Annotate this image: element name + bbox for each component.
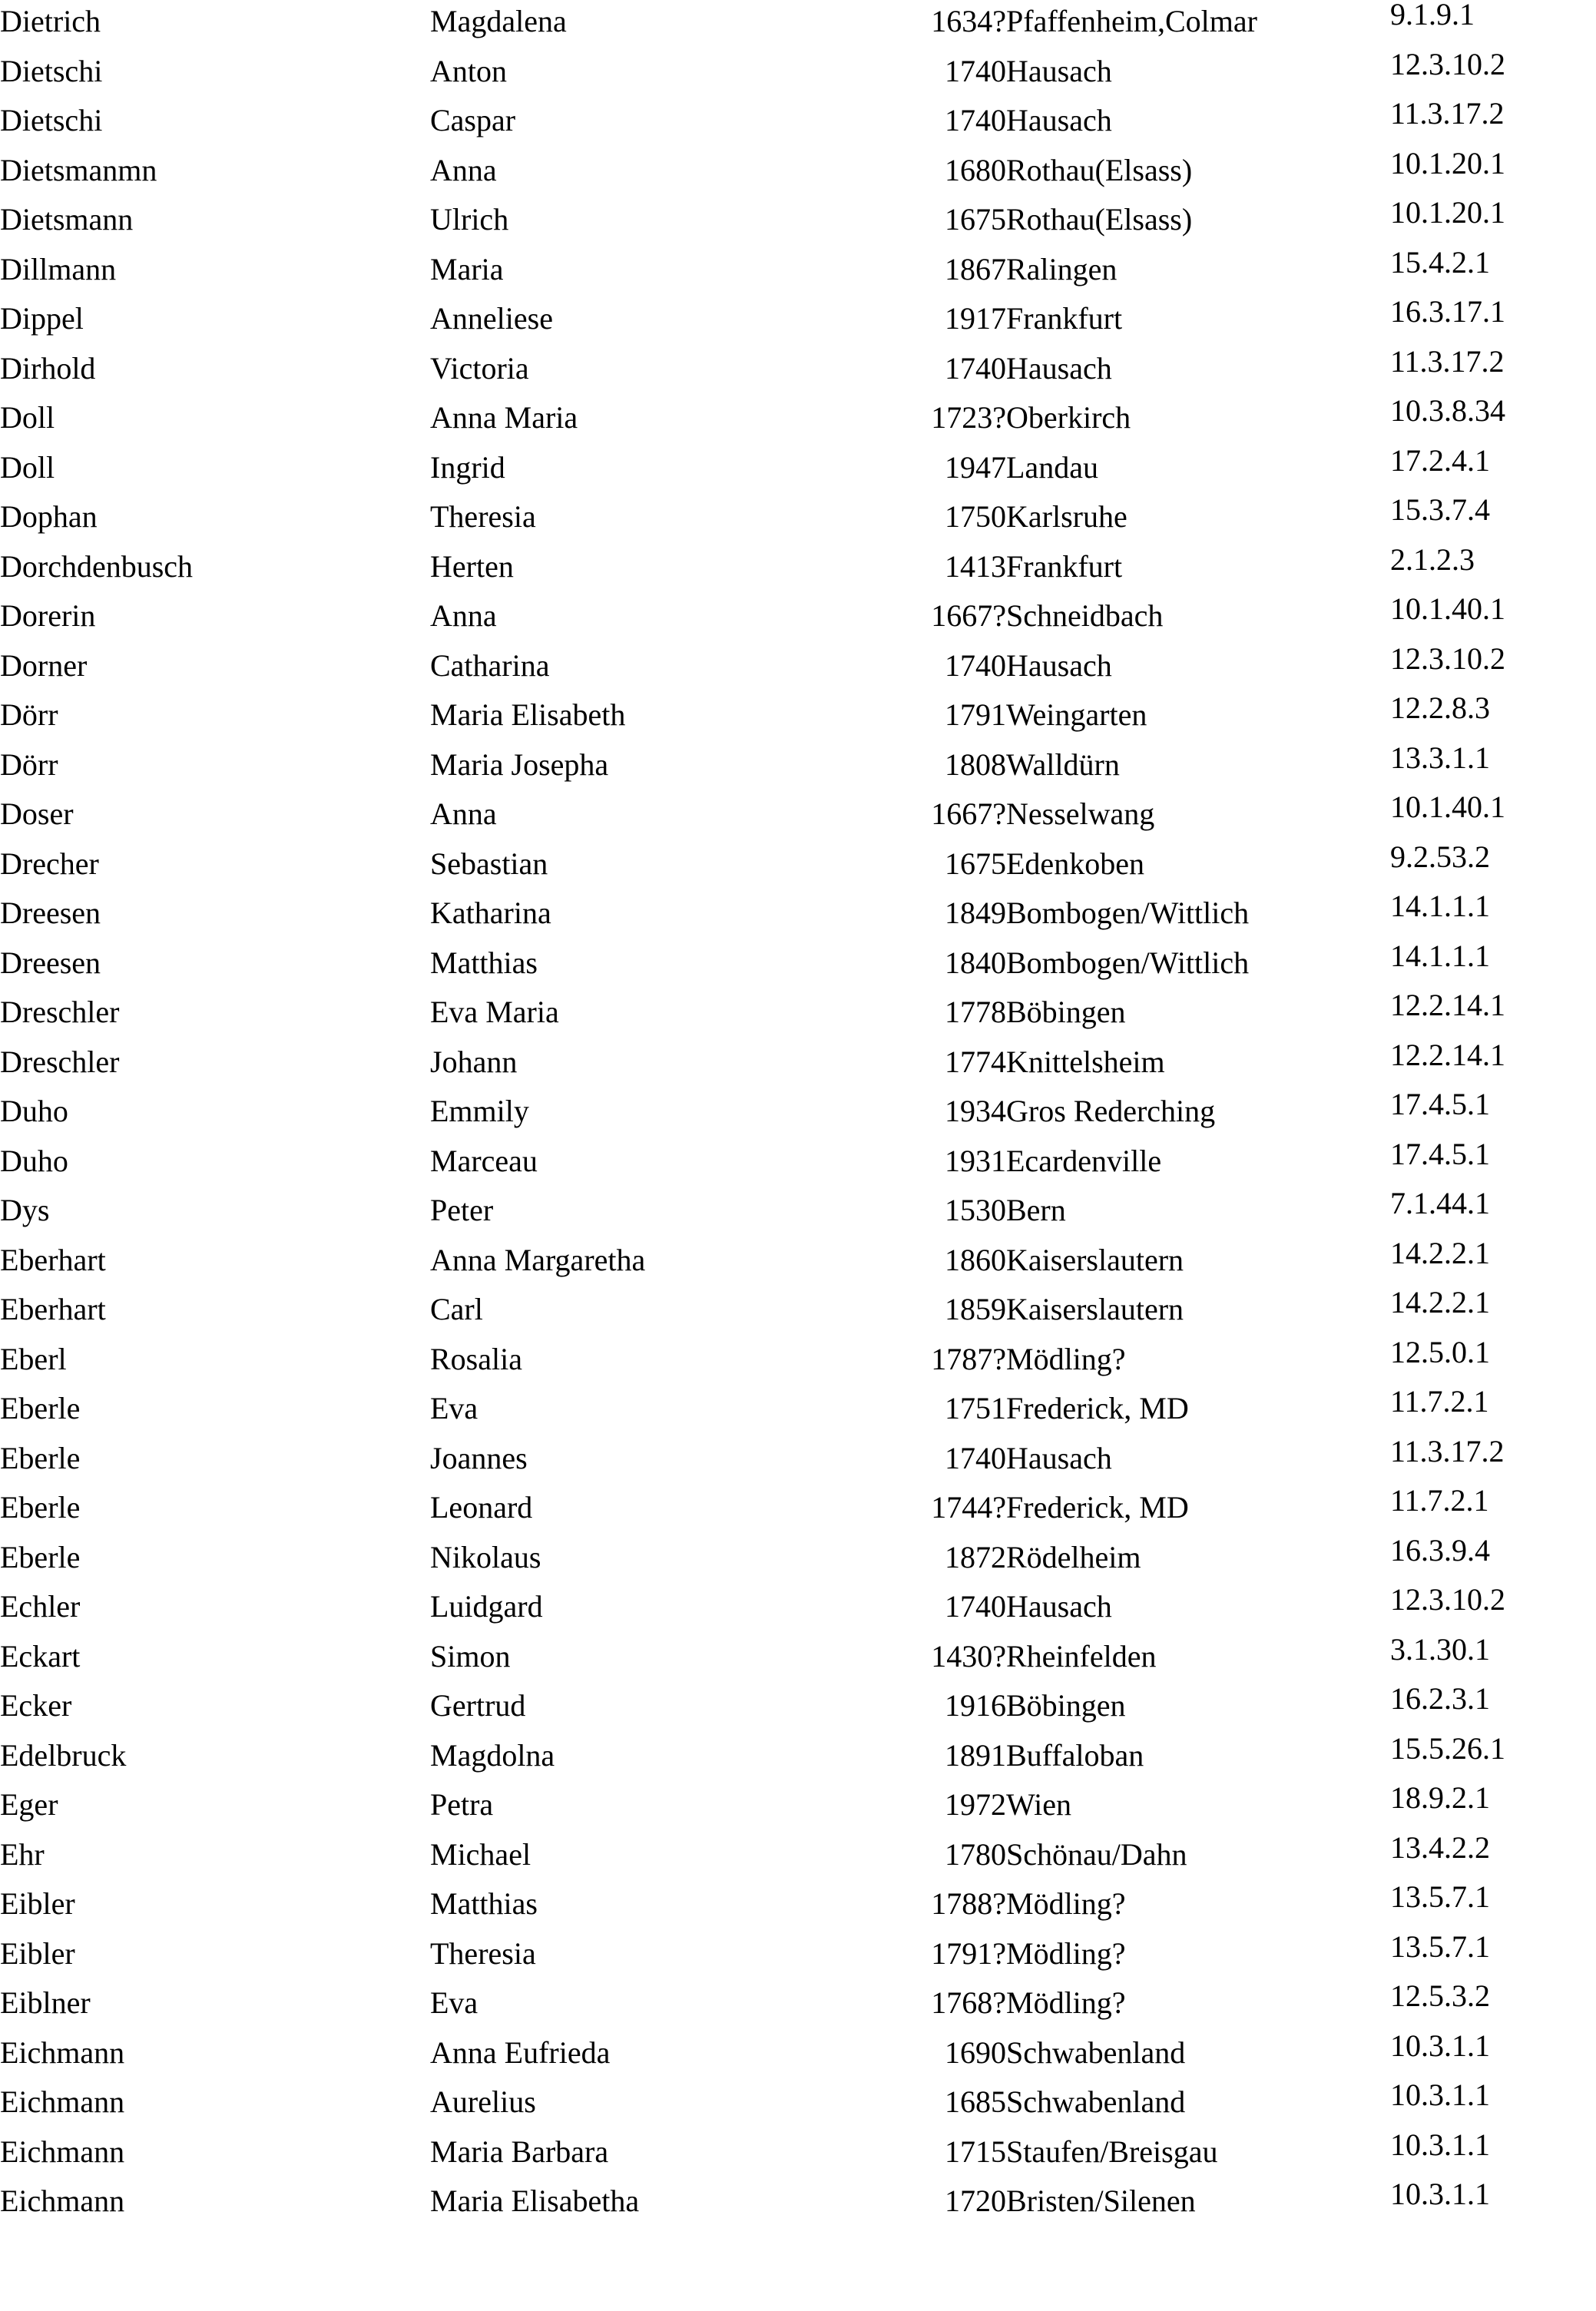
cell-surname: Dorerin [0,598,96,633]
cell-given-name: Carl [430,1292,483,1326]
table-row [0,948,1596,998]
cell-given-name: Petra [430,1787,494,1822]
cell-year: 1685 [945,2084,1006,2119]
cell-code: 14.2.2.1 [1390,1285,1490,1319]
cell-code: 10.1.40.1 [1390,790,1505,824]
cell-code: 9.1.9.1 [1390,0,1475,31]
table-row [0,651,1596,700]
cell-given-name: Sebastian [430,846,548,881]
cell-year: 1675 [945,846,1006,881]
cell-place: Frankfurt [1006,548,1123,584]
cell-year: 1740 [945,103,1006,137]
cell-given-name: Emmily [430,1094,529,1128]
cell-given-name: Katharina [430,896,551,930]
cell-code: 10.3.1.1 [1390,2078,1490,2112]
cell-code: 15.4.2.1 [1390,244,1490,280]
cell-code: 14.1.1.1 [1390,938,1490,973]
cell-surname: Eberl [0,1341,67,1376]
cell-surname: Eberle [0,1440,81,1475]
table-row [0,254,1596,304]
cell-code: 12.3.10.2 [1390,46,1505,81]
cell-given-name: Magdalena [430,4,567,38]
cell-surname: Dreesen [0,896,101,930]
table-row [0,601,1596,651]
cell-given-name: Ingrid [430,449,505,485]
cell-surname: Dietsmann [0,202,134,237]
cell-code: 2.1.2.3 [1390,541,1475,577]
cell-given-name: Anton [430,53,507,88]
table-row [0,1393,1596,1443]
cell-given-name: Nikolaus [430,1539,541,1574]
cell-place: Frankfurt [1006,301,1123,336]
table-row [0,1839,1596,1889]
cell-surname: Echler [0,1589,81,1624]
table-row [0,402,1596,452]
table-row [0,105,1596,155]
cell-given-name: Theresia [430,499,536,534]
cell-place: Buffaloban [1006,1737,1144,1773]
table-row [0,353,1596,403]
cell-code: 12.3.10.2 [1390,1582,1505,1617]
cell-given-name: Anna Margaretha [430,1242,646,1277]
table-row [0,849,1596,899]
cell-year: 1849 [945,896,1006,930]
cell-code: 17.4.5.1 [1390,1087,1490,1121]
cell-given-name: Matthias [430,1886,538,1921]
cell-given-name: Ulrich [430,202,509,237]
cell-place: Schwabenland [1006,2084,1186,2119]
cell-year: 1972 [945,1787,1006,1822]
cell-code: 11.7.2.1 [1390,1483,1489,1518]
table-row [0,6,1596,56]
cell-year: 1859 [945,1292,1006,1326]
cell-place: Bristen/Silenen [1006,2184,1196,2218]
cell-place: Böbingen [1006,1688,1126,1723]
cell-code: 10.1.40.1 [1390,591,1505,626]
cell-given-name: Maria Elisabetha [430,2184,640,2218]
table-row [0,2087,1596,2137]
table-row [0,1988,1596,2038]
cell-year: 1667? [931,598,1006,633]
cell-given-name: Aurelius [430,2084,536,2119]
cell-surname: Dophan [0,499,98,534]
cell-year: 1744? [931,1490,1006,1525]
table-row [0,1492,1596,1542]
table-row [0,1195,1596,1245]
table-row [0,1740,1596,1790]
table-row [0,1294,1596,1344]
cell-code: 11.3.17.2 [1390,1433,1505,1468]
cell-surname: Dörr [0,747,58,782]
cell-surname: Ehr [0,1836,45,1872]
cell-year: 1740 [945,1589,1006,1624]
cell-surname: Doser [0,796,74,831]
cell-year: 1872 [945,1539,1006,1574]
cell-year: 1740 [945,1440,1006,1475]
cell-place: Karlsruhe [1006,499,1127,534]
cell-place: Bombogen/Wittlich [1006,896,1250,930]
cell-year: 1740 [945,350,1006,386]
cell-given-name: Catharina [430,647,550,683]
cell-given-name: Anna Eufrieda [430,2035,611,2070]
table-row [0,1641,1596,1691]
table-row [0,1245,1596,1295]
cell-place: Kaiserslautern [1006,1292,1184,1326]
cell-surname: Eibler [0,1935,75,1971]
cell-code: 12.3.10.2 [1390,641,1505,676]
cell-year: 1778 [945,995,1006,1029]
cell-year: 1768? [931,1985,1006,2020]
cell-surname: Eichmann [0,2084,125,2119]
cell-surname: Eberhart [0,1242,106,1277]
table-row [0,2137,1596,2187]
cell-code: 16.3.9.4 [1390,1532,1490,1568]
table-row [0,997,1596,1047]
cell-given-name: Herten [430,548,514,584]
cell-surname: Duho [0,1094,68,1128]
cell-place: Pfaffenheim,Colmar [1006,4,1257,38]
cell-surname: Eger [0,1787,58,1822]
cell-given-name: Theresia [430,1935,536,1971]
cell-place: Rothau(Elsass) [1006,152,1193,187]
cell-year: 1947 [945,449,1006,485]
cell-place: Schneidbach [1006,598,1164,633]
cell-place: Hausach [1006,350,1112,386]
table-row [0,204,1596,254]
cell-year: 1788? [931,1886,1006,1921]
cell-year: 1780 [945,1836,1006,1872]
table-row [0,898,1596,948]
cell-place: Böbingen [1006,995,1126,1029]
table-row [0,1790,1596,1839]
cell-place: Hausach [1006,1440,1112,1475]
cell-place: Ralingen [1006,251,1118,286]
cell-year: 1740 [945,53,1006,88]
cell-code: 10.3.1.1 [1390,2177,1490,2211]
cell-place: Mödling? [1006,1985,1126,2020]
cell-surname: Dirhold [0,350,96,386]
cell-year: 1740 [945,647,1006,683]
table-row [0,1591,1596,1641]
cell-surname: Doll [0,449,55,485]
cell-code: 7.1.44.1 [1390,1186,1490,1220]
cell-place: Walldürn [1006,747,1120,782]
cell-given-name: Victoria [430,350,529,386]
cell-code: 11.3.17.2 [1390,343,1505,379]
cell-code: 9.2.53.2 [1390,839,1490,874]
cell-code: 10.3.8.34 [1390,393,1505,428]
cell-code: 10.1.20.1 [1390,195,1505,230]
table-row [0,1542,1596,1592]
table-row [0,1690,1596,1740]
cell-code: 17.2.4.1 [1390,442,1490,478]
cell-given-name: Michael [430,1836,531,1872]
cell-year: 1934 [945,1094,1006,1128]
cell-given-name: Marceau [430,1143,538,1178]
table-row [0,452,1596,502]
cell-given-name: Matthias [430,945,538,980]
cell-place: Schönau/Dahn [1006,1836,1187,1872]
cell-given-name: Maria Josepha [430,747,609,782]
cell-place: Knittelsheim [1006,1044,1165,1079]
cell-year: 1690 [945,2035,1006,2070]
table-row [0,1047,1596,1097]
cell-code: 16.3.17.1 [1390,294,1505,329]
cell-place: Ecardenville [1006,1143,1162,1178]
cell-year: 1860 [945,1242,1006,1277]
cell-given-name: Eva [430,1391,478,1425]
cell-surname: Dietschi [0,103,103,137]
cell-year: 1634? [931,4,1006,38]
table-row [0,750,1596,800]
cell-year: 1891 [945,1737,1006,1773]
cell-year: 1931 [945,1143,1006,1178]
cell-code: 13.4.2.2 [1390,1829,1490,1865]
cell-year: 1791? [931,1935,1006,1971]
cell-surname: Dietschi [0,53,103,88]
cell-year: 1667? [931,796,1006,831]
cell-given-name: Caspar [430,103,516,137]
cell-place: Frederick, MD [1006,1490,1189,1525]
table-row [0,551,1596,601]
cell-place: Hausach [1006,103,1112,137]
cell-code: 3.1.30.1 [1390,1631,1490,1667]
cell-surname: Duho [0,1143,68,1178]
table-row [0,2186,1596,2236]
cell-surname: Ecker [0,1688,72,1723]
cell-given-name: Maria Elisabeth [430,697,626,732]
table-row [0,1889,1596,1939]
cell-year: 1675 [945,202,1006,237]
cell-code: 10.1.20.1 [1390,145,1505,180]
cell-surname: Drecher [0,846,99,881]
cell-surname: Eichmann [0,2184,125,2218]
cell-surname: Dreschler [0,1044,120,1079]
cell-code: 13.5.7.1 [1390,1879,1490,1914]
cell-given-name: Anneliese [430,301,553,336]
cell-place: Frederick, MD [1006,1391,1189,1425]
cell-given-name: Anna [430,796,497,831]
cell-code: 10.3.1.1 [1390,2028,1490,2063]
cell-code: 12.2.14.1 [1390,988,1505,1022]
table-row [0,1443,1596,1493]
cell-surname: Eberhart [0,1292,106,1326]
table-row [0,2038,1596,2088]
cell-year: 1840 [945,945,1006,980]
cell-place: Staufen/Breisgau [1006,2134,1218,2169]
cell-given-name: Magdolna [430,1737,555,1773]
cell-given-name: Rosalia [430,1341,522,1376]
cell-given-name: Luidgard [430,1589,543,1624]
cell-code: 15.5.26.1 [1390,1730,1505,1766]
cell-place: Hausach [1006,647,1112,683]
cell-code: 17.4.5.1 [1390,1136,1490,1171]
cell-year: 1530 [945,1193,1006,1227]
cell-year: 1791 [945,697,1006,732]
cell-year: 1723? [931,400,1006,435]
cell-surname: Dietsmanmn [0,152,157,187]
table-row [0,56,1596,106]
cell-given-name: Joannes [430,1440,528,1475]
cell-place: Oberkirch [1006,400,1131,435]
cell-given-name: Eva Maria [430,995,559,1029]
cell-place: Bern [1006,1193,1066,1227]
cell-code: 10.3.1.1 [1390,2127,1490,2162]
table-row [0,303,1596,353]
cell-code: 13.5.7.1 [1390,1929,1490,1964]
cell-year: 1720 [945,2184,1006,2218]
table-row [0,1344,1596,1394]
table-row [0,1096,1596,1146]
cell-place: Edenkoben [1006,846,1144,881]
cell-surname: Dreesen [0,945,101,980]
cell-year: 1751 [945,1391,1006,1425]
cell-year: 1916 [945,1688,1006,1723]
cell-surname: Dillmann [0,251,117,286]
cell-year: 1715 [945,2134,1006,2169]
cell-given-name: Peter [430,1193,494,1227]
cell-place: Schwabenland [1006,2035,1186,2070]
cell-year: 1917 [945,301,1006,336]
cell-place: Hausach [1006,53,1112,88]
cell-code: 12.5.0.1 [1390,1334,1490,1369]
cell-given-name: Leonard [430,1490,533,1525]
table-row [0,1939,1596,1988]
cell-surname: Dorchdenbusch [0,548,194,584]
cell-place: Mödling? [1006,1341,1126,1376]
cell-place: Gros Rederching [1006,1094,1216,1128]
cell-given-name: Anna [430,152,497,187]
cell-surname: Dorner [0,647,88,683]
cell-year: 1413 [945,548,1006,584]
cell-code: 14.1.1.1 [1390,889,1490,923]
table-row [0,700,1596,750]
cell-place: Rheinfelden [1006,1638,1157,1674]
cell-code: 13.3.1.1 [1390,740,1490,775]
cell-surname: Eberle [0,1391,81,1425]
cell-year: 1808 [945,747,1006,782]
cell-place: Kaiserslautern [1006,1242,1184,1277]
cell-surname: Dys [0,1193,50,1227]
cell-code: 18.9.2.1 [1390,1780,1490,1815]
table-row [0,155,1596,205]
cell-given-name: Maria Barbara [430,2134,609,2169]
cell-surname: Eichmann [0,2035,125,2070]
cell-surname: Doll [0,400,55,435]
cell-given-name: Anna [430,598,497,633]
cell-code: 11.7.2.1 [1390,1384,1489,1419]
cell-year: 1430? [931,1638,1006,1674]
cell-surname: Dietrich [0,4,101,38]
cell-place: Landau [1006,449,1098,485]
cell-given-name: Simon [430,1638,511,1674]
cell-given-name: Gertrud [430,1688,526,1723]
cell-place: Bombogen/Wittlich [1006,945,1250,980]
cell-year: 1867 [945,251,1006,286]
cell-code: 15.3.7.4 [1390,492,1490,527]
cell-code: 14.2.2.1 [1390,1235,1490,1270]
cell-surname: Eberle [0,1539,81,1574]
table-row [0,799,1596,849]
cell-given-name: Anna Maria [430,400,578,435]
cell-place: Hausach [1006,1589,1112,1624]
cell-code: 16.2.3.1 [1390,1681,1490,1716]
cell-given-name: Eva [430,1985,478,2020]
cell-surname: Eberle [0,1490,81,1525]
cell-given-name: Maria [430,251,504,286]
cell-code: 11.3.17.2 [1390,96,1505,131]
table-row [0,1146,1596,1196]
cell-place: Mödling? [1006,1935,1126,1971]
cell-year: 1680 [945,152,1006,187]
cell-given-name: Johann [430,1044,518,1079]
cell-surname: Eckart [0,1638,81,1674]
cell-surname: Dreschler [0,995,120,1029]
cell-code: 12.2.8.3 [1390,690,1490,725]
table-row [0,502,1596,551]
cell-surname: Dippel [0,301,84,336]
cell-year: 1787? [931,1341,1006,1376]
cell-place: Rödelheim [1006,1539,1141,1574]
cell-surname: Eiblner [0,1985,91,2020]
cell-place: Wien [1006,1787,1072,1822]
cell-place: Nesselwang [1006,796,1155,831]
cell-code: 12.5.3.2 [1390,1978,1490,2013]
cell-place: Mödling? [1006,1886,1126,1921]
cell-code: 12.2.14.1 [1390,1037,1505,1072]
cell-year: 1750 [945,499,1006,534]
cell-place: Rothau(Elsass) [1006,202,1193,237]
cell-surname: Edelbruck [0,1737,127,1773]
cell-place: Weingarten [1006,697,1147,732]
cell-year: 1774 [945,1044,1006,1079]
cell-surname: Eibler [0,1886,75,1921]
cell-surname: Dörr [0,697,58,732]
cell-surname: Eichmann [0,2134,125,2169]
